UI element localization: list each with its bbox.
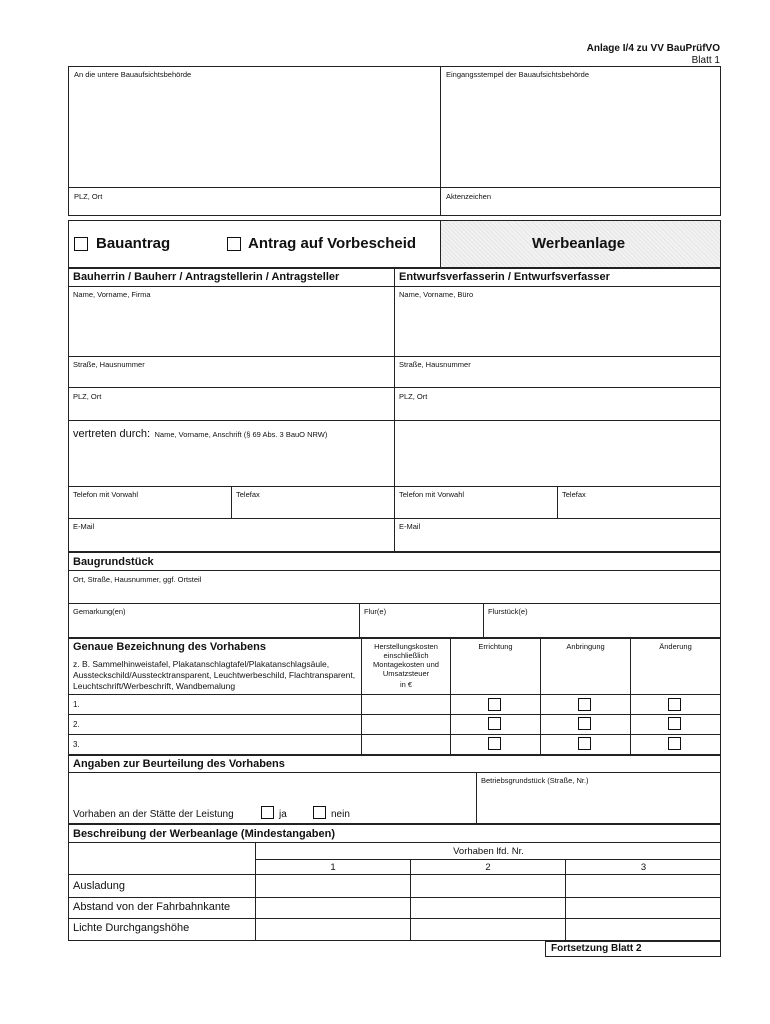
representative-label: vertreten durch:	[73, 428, 151, 440]
vorbescheid-label: Antrag auf Vorbescheid	[248, 235, 417, 252]
yes-checkbox[interactable]	[261, 806, 274, 819]
applicant-email-field[interactable]: E-Mail	[73, 522, 95, 531]
ausladung-label: Ausladung	[73, 880, 125, 892]
designer-fax-field[interactable]: Telefax	[562, 490, 586, 499]
continuation-label: Fortsetzung Blatt 2	[551, 943, 642, 954]
district-field[interactable]: Gemarkung(en)	[73, 607, 126, 616]
vorbescheid-checkbox[interactable]	[227, 237, 241, 251]
col-aenderung: Änderung	[659, 642, 692, 651]
bauantrag-checkbox[interactable]	[74, 237, 88, 251]
representative-field[interactable]	[73, 424, 327, 442]
row1-anbringung-checkbox[interactable]	[578, 698, 591, 711]
designer-phone-field[interactable]: Telefon mit Vorwahl	[399, 490, 465, 499]
designer-zip-city-field[interactable]: PLZ, Ort	[399, 392, 428, 401]
row3-errichtung-checkbox[interactable]	[488, 737, 501, 750]
designer-name-field[interactable]: Name, Vorname, Büro	[399, 290, 474, 299]
col-errichtung: Errichtung	[478, 642, 513, 651]
designer-title: Entwurfsverfasserin / Entwurfsverfasser	[399, 271, 610, 283]
representative-hint: Name, Vorname, Anschrift (§ 69 Abs. 3 BauO NRW)	[154, 430, 328, 439]
costs-header: Herstellungskosten einschließlich Montagekosten und Umsatzsteuer	[373, 642, 439, 678]
file-number-field[interactable]: Aktenzeichen	[446, 192, 492, 201]
applicant-zip-city-field[interactable]: PLZ, Ort	[73, 392, 102, 401]
authority-field[interactable]: An die untere Bauaufsichtsbehörde	[74, 70, 192, 79]
plot-address-field[interactable]: Ort, Straße, Hausnummer, ggf. Ortsteil	[73, 575, 202, 584]
plot-section	[68, 552, 721, 638]
project-row-2[interactable]: 2.	[73, 720, 80, 729]
project-no-header: Vorhaben lfd. Nr.	[453, 846, 524, 857]
row3-aenderung-checkbox[interactable]	[668, 737, 681, 750]
project-hint: z. B. Sammelhinweistafel, Plakatanschlagtafel/Plakatanschlagsäule, Aussteckschild/Ausstecktransparent, Leuchtwerbeschild, Flachtransparent, Leuchtschrift/Werbeschrift, Wandbemalung	[73, 659, 356, 691]
project-title: Genaue Bezeichnung des Vorhabens	[73, 641, 266, 653]
abstand-label: Abstand von der Fahrbahnkante	[73, 901, 231, 913]
authority-zip-city-field[interactable]: PLZ, Ort	[74, 192, 103, 201]
applicant-fax-field[interactable]: Telefax	[236, 490, 260, 499]
row1-aenderung-checkbox[interactable]	[668, 698, 681, 711]
costs-unit: in €	[399, 680, 413, 689]
yes-label: ja	[279, 809, 287, 820]
applicant-title: Bauherrin / Bauherr / Antragstellerin / Antragsteller	[73, 271, 340, 283]
applicant-phone-field[interactable]: Telefon mit Vorwahl	[73, 490, 139, 499]
business-plot-field[interactable]: Betriebsgrundstück (Straße, Nr.)	[481, 776, 589, 785]
project-row-1[interactable]: 1.	[73, 700, 80, 709]
col-anbringung: Anbringung	[566, 642, 605, 651]
at-place-label: Vorhaben an der Stätte der Leistung	[73, 809, 234, 820]
row1-errichtung-checkbox[interactable]	[488, 698, 501, 711]
top-section	[68, 66, 721, 216]
plot-title: Baugrundstück	[73, 556, 154, 568]
row3-anbringung-checkbox[interactable]	[578, 737, 591, 750]
werbeanlage-title: Werbeanlage	[532, 235, 626, 252]
designer-email-field[interactable]: E-Mail	[399, 522, 421, 531]
no-checkbox[interactable]	[313, 806, 326, 819]
durchgangshoehe-label: Lichte Durchgangshöhe	[73, 922, 190, 934]
applicant-name-field[interactable]: Name, Vorname, Firma	[73, 290, 151, 299]
applicant-street-field[interactable]: Straße, Hausnummer	[73, 360, 145, 369]
row2-anbringung-checkbox[interactable]	[578, 717, 591, 730]
project-col-2: 2	[485, 862, 491, 873]
bauantrag-label: Bauantrag	[96, 235, 171, 252]
no-label: nein	[331, 809, 350, 820]
project-col-1: 1	[330, 862, 336, 873]
project-col-3: 3	[640, 862, 647, 873]
annex-label: Anlage I/4 zu VV BauPrüfVO	[586, 43, 720, 54]
stamp-field: Eingangsstempel der Bauaufsichtsbehörde	[446, 70, 590, 79]
flur-field[interactable]: Flur(e)	[364, 607, 387, 616]
description-title: Beschreibung der Werbeanlage (Mindestangaben)	[73, 828, 336, 840]
designer-street-field[interactable]: Straße, Hausnummer	[399, 360, 471, 369]
row2-errichtung-checkbox[interactable]	[488, 717, 501, 730]
row2-aenderung-checkbox[interactable]	[668, 717, 681, 730]
assessment-title: Angaben zur Beurteilung des Vorhabens	[73, 758, 285, 770]
project-row-3[interactable]: 3.	[73, 740, 80, 749]
parcel-field[interactable]: Flurstück(e)	[488, 607, 528, 616]
sheet-label: Blatt 1	[691, 55, 720, 66]
